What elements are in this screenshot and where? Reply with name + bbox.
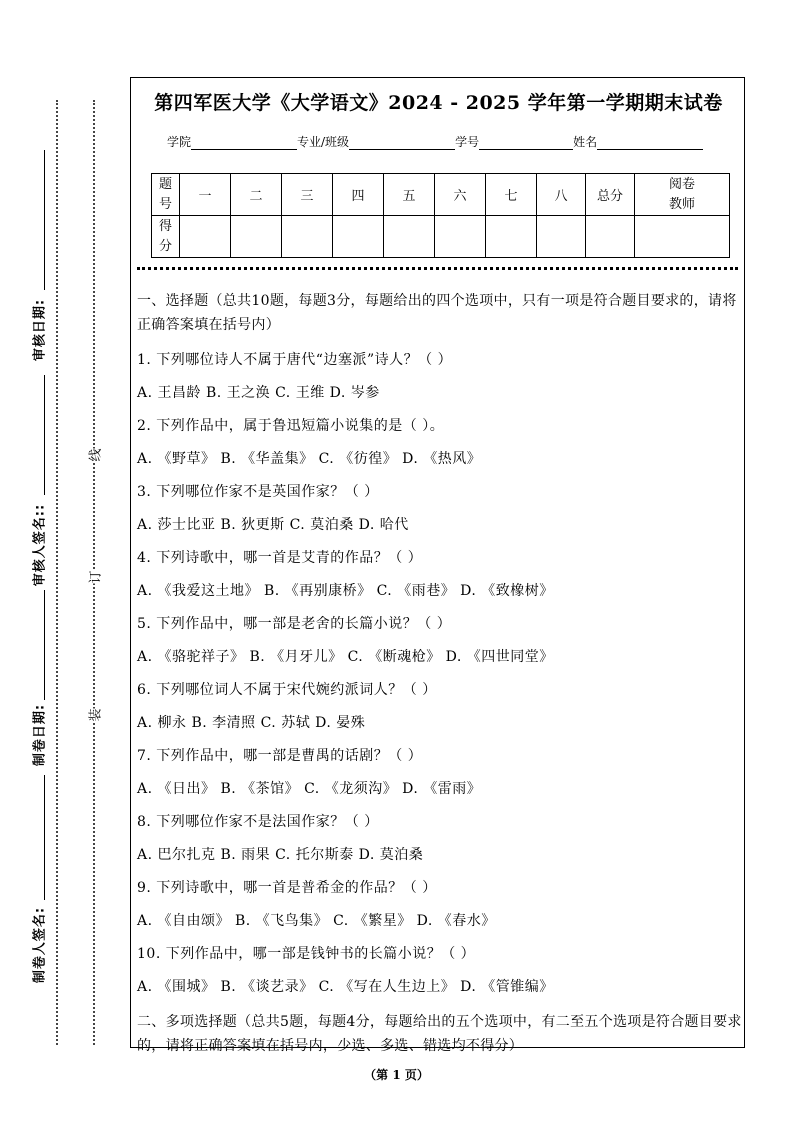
exam-frame [130, 77, 745, 1054]
binding-margin [0, 0, 130, 1122]
exam-title: 第四军医大学《大学语文》2024 - 2025 学年第一学期期末试卷 [154, 92, 723, 114]
options-1: A. 王昌龄 B. 王之涣 C. 王维 D. 岑参 [137, 385, 380, 401]
college-label: 学院 [167, 135, 192, 149]
score-cell[interactable] [180, 216, 231, 258]
score-col-6: 六 [435, 174, 486, 216]
score-col-8: 八 [537, 174, 586, 216]
score-cell[interactable] [384, 216, 435, 258]
options-8: A. 巴尔扎克 B. 雨果 C. 托尔斯泰 D. 莫泊桑 [137, 847, 424, 863]
question-10: 10. 下列作品中，哪一部是钱钟书的长篇小说？（ ） [137, 946, 476, 962]
options-9: A. 《自由颂》 B. 《飞鸟集》 C. 《繁星》 D. 《春水》 [137, 913, 496, 929]
review-date-line[interactable] [44, 150, 45, 290]
options-10: A. 《围城》 B. 《谈艺录》 C. 《写在人生边上》 D. 《管锥编》 [137, 979, 554, 995]
reviewer-header: 阅卷 教师 [635, 174, 730, 216]
score-row-header: 得 分 [152, 216, 180, 258]
question-number-header: 题 号 [152, 174, 180, 216]
major-class-label: 专业/班级 [297, 135, 350, 149]
score-cell[interactable] [231, 216, 282, 258]
score-cell[interactable] [333, 216, 384, 258]
review-date-label: 审核日期: [32, 298, 48, 362]
maker-signature-line[interactable] [44, 775, 45, 900]
score-cell[interactable] [435, 216, 486, 258]
question-5: 5. 下列作品中，哪一部是老舍的长篇小说？（ ） [137, 616, 452, 632]
question-3: 3. 下列哪位作家不是英国作家？（ ） [137, 484, 379, 500]
student-id-field[interactable] [479, 135, 573, 150]
score-table-score-row [152, 216, 730, 258]
maker-signature-label: 制卷人签名: [32, 906, 48, 984]
score-col-total: 总分 [586, 174, 635, 216]
score-table-header-row [152, 174, 730, 216]
question-9: 9. 下列诗歌中，哪一首是普希金的作品？（ ） [137, 880, 437, 896]
student-info-row [167, 133, 703, 150]
make-date-label: 制卷日期: [32, 703, 48, 767]
options-3: A. 莎士比亚 B. 狄更斯 C. 莫泊桑 D. 哈代 [137, 517, 409, 533]
college-field[interactable] [191, 135, 297, 150]
cut-fold-char: 装 [83, 708, 106, 721]
name-field[interactable] [597, 135, 703, 150]
question-2: 2. 下列作品中，属于鲁迅短篇小说集的是（ ）。 [137, 418, 445, 434]
options-7: A. 《日出》 B. 《茶馆》 C. 《龙须沟》 D. 《雷雨》 [137, 781, 482, 797]
options-6: A. 柳永 B. 李清照 C. 苏轼 D. 晏殊 [137, 715, 366, 731]
score-cell[interactable] [537, 216, 586, 258]
question-7: 7. 下列作品中，哪一部是曹禺的话剧？（ ） [137, 748, 423, 764]
options-2: A. 《野草》 B. 《华盖集》 C. 《彷徨》 D. 《热风》 [137, 451, 482, 467]
score-cell[interactable] [282, 216, 333, 258]
margin-dotted-line [56, 100, 58, 1045]
score-col-2: 二 [231, 174, 282, 216]
reviewer-signature-label: 审核人签名:: [32, 503, 48, 587]
cut-bind-char: 订 [83, 570, 106, 583]
score-col-1: 一 [180, 174, 231, 216]
question-8: 8. 下列哪位作家不是法国作家？（ ） [137, 814, 379, 830]
question-6: 6. 下列哪位词人不属于宋代婉约派词人？（ ） [137, 682, 437, 698]
score-table [151, 173, 730, 258]
reviewer-signature-line[interactable] [44, 375, 45, 495]
dotted-separator [137, 267, 738, 270]
question-area [137, 289, 742, 1058]
page-number: （第 1 页） [364, 1068, 429, 1082]
options-5: A. 《骆驼祥子》 B. 《月牙儿》 C. 《断魂枪》 D. 《四世同堂》 [137, 649, 554, 665]
reviewer-cell[interactable] [635, 216, 730, 258]
cut-line-char: 线 [83, 448, 106, 461]
score-col-7: 七 [486, 174, 537, 216]
section1-heading: 一、选择题（总共10题，每题3分，每题给出的四个选项中，只有一项是符合题目要求的，请将正确答案填在括号内） [137, 293, 737, 333]
major-class-field[interactable] [349, 135, 455, 150]
make-date-line[interactable] [44, 590, 45, 700]
question-1: 1. 下列哪位诗人不属于唐代“边塞派”诗人？（ ） [137, 352, 453, 368]
score-col-3: 三 [282, 174, 333, 216]
student-id-label: 学号 [455, 135, 480, 149]
score-cell-total[interactable] [586, 216, 635, 258]
score-col-5: 五 [384, 174, 435, 216]
score-col-4: 四 [333, 174, 384, 216]
section2-heading: 二、多项选择题（总共5题，每题4分，每题给出的五个选项中，有二至五个选项是符合题目要求的，请将正确答案填在括号内，少选、多选、错选均不得分） [137, 1014, 742, 1054]
name-label: 姓名 [573, 135, 598, 149]
question-4: 4. 下列诗歌中，哪一首是艾青的作品？（ ） [137, 550, 423, 566]
options-4: A. 《我爱这土地》 B. 《再别康桥》 C. 《雨巷》 D. 《致橡树》 [137, 583, 554, 599]
score-cell[interactable] [486, 216, 537, 258]
